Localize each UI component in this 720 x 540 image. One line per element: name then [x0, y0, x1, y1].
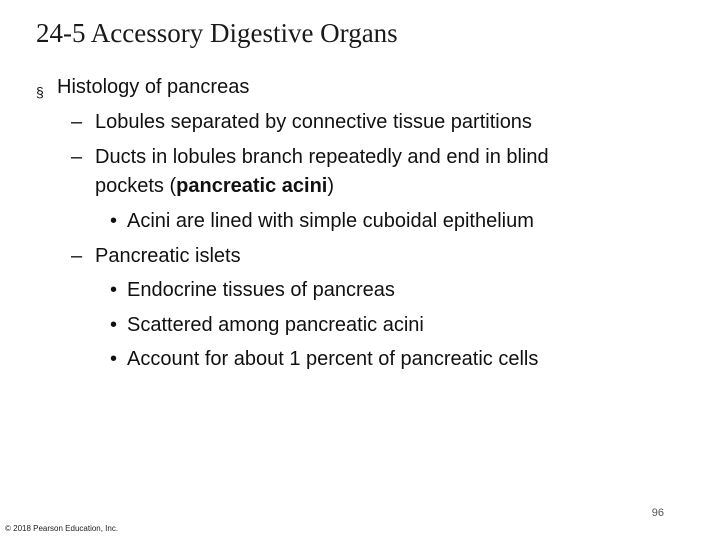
bullet-pancreatic-islets: Pancreatic islets: [95, 245, 241, 267]
dot-bullet-icon: •: [110, 279, 118, 301]
bullet-scattered: Scattered among pancreatic acini: [127, 314, 424, 336]
page-number: 96: [651, 507, 664, 519]
text-pockets: pockets (: [95, 175, 177, 197]
bullet-ducts: Ducts in lobules branch repeatedly and end in blind: [95, 146, 549, 168]
dash-bullet-icon: –: [71, 111, 83, 133]
text-close-paren: ): [327, 175, 335, 197]
copyright-notice: © 2018 Pearson Education, Inc.: [5, 524, 119, 533]
dash-bullet-icon: –: [71, 245, 83, 267]
dash-bullet-icon: –: [71, 146, 83, 168]
bullet-endocrine: Endocrine tissues of pancreas: [127, 279, 395, 301]
text-pancreatic-acini-bold: pancreatic acini: [176, 175, 328, 197]
bullet-histology: Histology of pancreas: [57, 76, 250, 98]
bullet-lobules: Lobules separated by connective tissue partitions: [95, 111, 532, 133]
dot-bullet-icon: •: [110, 348, 118, 370]
dot-bullet-icon: •: [110, 314, 118, 336]
slide-title: 24-5 Accessory Digestive Organs: [36, 18, 398, 48]
bullet-account: Account for about 1 percent of pancreatic cells: [127, 348, 539, 370]
dot-bullet-icon: •: [110, 210, 118, 232]
square-bullet-icon: §: [36, 84, 44, 100]
bullet-acini-lined: Acini are lined with simple cuboidal epithelium: [127, 210, 534, 232]
bullet-ducts-continuation: [95, 175, 334, 197]
